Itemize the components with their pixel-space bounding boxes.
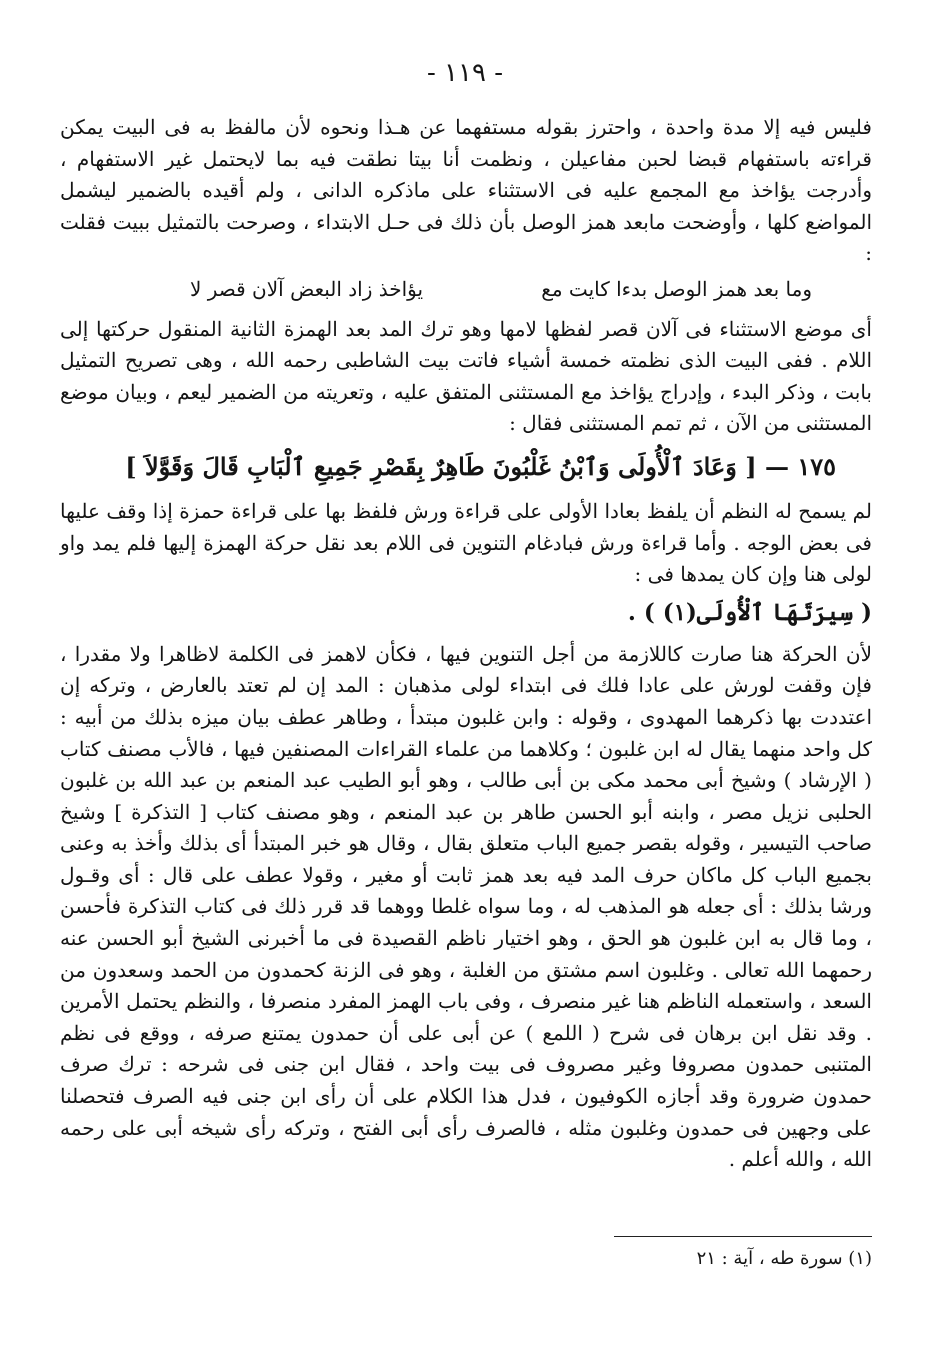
body-text [60,112,872,1176]
page-number: - ١١٩ - [426,58,504,88]
paragraph: لم يسمح له النظم أن يلفظ بعادا الأولى على قراءة ورش فلفظ بها على قراءة حمزة إذا وقف عليها فى بعض الوجه . وأما قراءة ورش فبادغام التنوين فى اللام بعد نقل حركة الهمزة إليها فلم يمد واو لولى هنا وإن كان يمدها فى : [60,498,872,587]
verse-second-hemistich: يؤاخذ زاد البعض آلان قصر لا [190,276,424,301]
footnote: (١) سورة طه ، آية : ٢١ [696,1248,872,1269]
footnote-divider [614,1236,872,1237]
numbered-verse: ١٧٥ — [ وَعَادَ ٱلْأُولَى وَٱبْنُ غَلْبُونَ طَاهِرٌ بِقَصْرِ جَمِيعِ ٱلْبَابِ قَالَ وَقَوَّلاَ ] [125,451,836,481]
poem-verse [60,274,872,306]
quran-quote: ( سِيرَتَهَا ٱلْأُولَى(١) ) . [627,598,872,626]
paragraph: لأن الحركة هنا صارت كاللازمة من أجل التنوين فيها ، فكأن لاهمز فى الكلمة لاظاهرا ولا مقدرا ، فإن وقفت لورش على عادا فلك فى ابتداء لولى مذهبان : المد إن لم تعتد بالعارض ، وتركه إن اعتددت بها ذكرهما المهدوى ، وقوله : وابن غلبون مبتدأ ، وطاهر عطف بيان ميزه بذلك من أبيه : كل واحد منهما يقال له ابن غلبون ؛ وكلاهما من علماء القراءات المصنفين فيها ، فالأب مصنف كتاب ( الإرشاد ) وشيخ أبى محمد مكى بن أبى طالب ، وهو أبو الطيب عبد المنعم بن عبد الله بن غلبون الحلبى نزيل مصر ، وابنه أبو الحسن طاهر بن عبد المنعم ، وهو مصنف كتاب [ التذكرة ] وشيخ صاحب التيسير ، وقوله بقصر جميع الباب متعلق بقال ، وقال هو خبر المبتدأ أى بذلك وأخذ به وعنى بجميع الباب كل ماكان حرف المد فيه بعد همز ثابت أو مغير ، وقولا عطف على قال : أى وقـول ورشا بذلك : أى جعله هو المذهب له ، وما سواه غلطا ووهما قد قرر ذلك فى كتاب التذكرة فأحسن ، وما قال به ابن غلبون هو الحق ، وهو اختيار ناظم القصيدة فى ما أخبرنى الشيخ أبو الحسن عنه رحمهما الله تعالى . وغلبون اسم مشتق من الغلبة ، وهو فى الزنة كحمدون من الحمد وسعدون من السعد ، واستعمله الناظم هنا غير منصرف ، وفى باب الهمز المفرد منصرفا ، والنظم يحتمل الأمرين . وقد نقل ابن برهان فى شرح ( اللمع ) عن أبى على أن حمدون يمتنع صرفه ، ووقع فى نظم المتنبى حمدون مصروفا وغير مصروف فى بيت واحد ، فقال ابن جنى فى شرحه : ترك صرف حمدون ضرورة وقد أجازه الكوفيون ، فدل هذا الكلام على أن رأى ابن جنى فيه الصرف فتحصلنا على وجهين فى حمدون وغلبون مثله ، فالصرف رأى أبى الفتح ، وتركه رأى شيخه أبى على رحمه الله ، والله أعلم . [60,641,872,1172]
paragraph: فليس فيه إلا مدة واحدة ، واحترز بقوله مستفهما عن هـذا ونحوه لأن مالفظ به فى البيت يمكن قراءته باستفهام قبضا لحبن مفاعيلن ، ونظمت أنا بيتا نطقت فيه بما لايحتمل غير الاستفهام ، وأدرجت يؤاخذ مع المجمع عليه فى الاستثناء على ماذكره الدانى ، ولم أقيده بالضمير ليشمل المواضع كلها ، وأوضحت مابعد همز الوصل بأن ذلك فى حـل الابتداء ، وصرحت بالتمثيل ببيت فقلت : [60,115,872,266]
verse-first-hemistich: وما بعد همز الوصل بدءا كايت مع [541,276,812,301]
paragraph: أى موضع الاستثناء فى آلان قصر لفظها لامها وهو ترك المد بعد الهمزة الثانية المنقول حركتها إلى اللام . ففى البيت الذى نظمته خمسة أشياء فاتت بيت الشاطبى رحمه الله ، وهى تصريح التمثيل بابت ، وذكر البدء ، وإدراج يؤاخذ مع المستثنى المتفق عليه ، وتعريته من الضمير ليعم ، وبيان موضع المستثنى من الآن ، ثم تمم المستثنى فقال : [60,316,872,436]
